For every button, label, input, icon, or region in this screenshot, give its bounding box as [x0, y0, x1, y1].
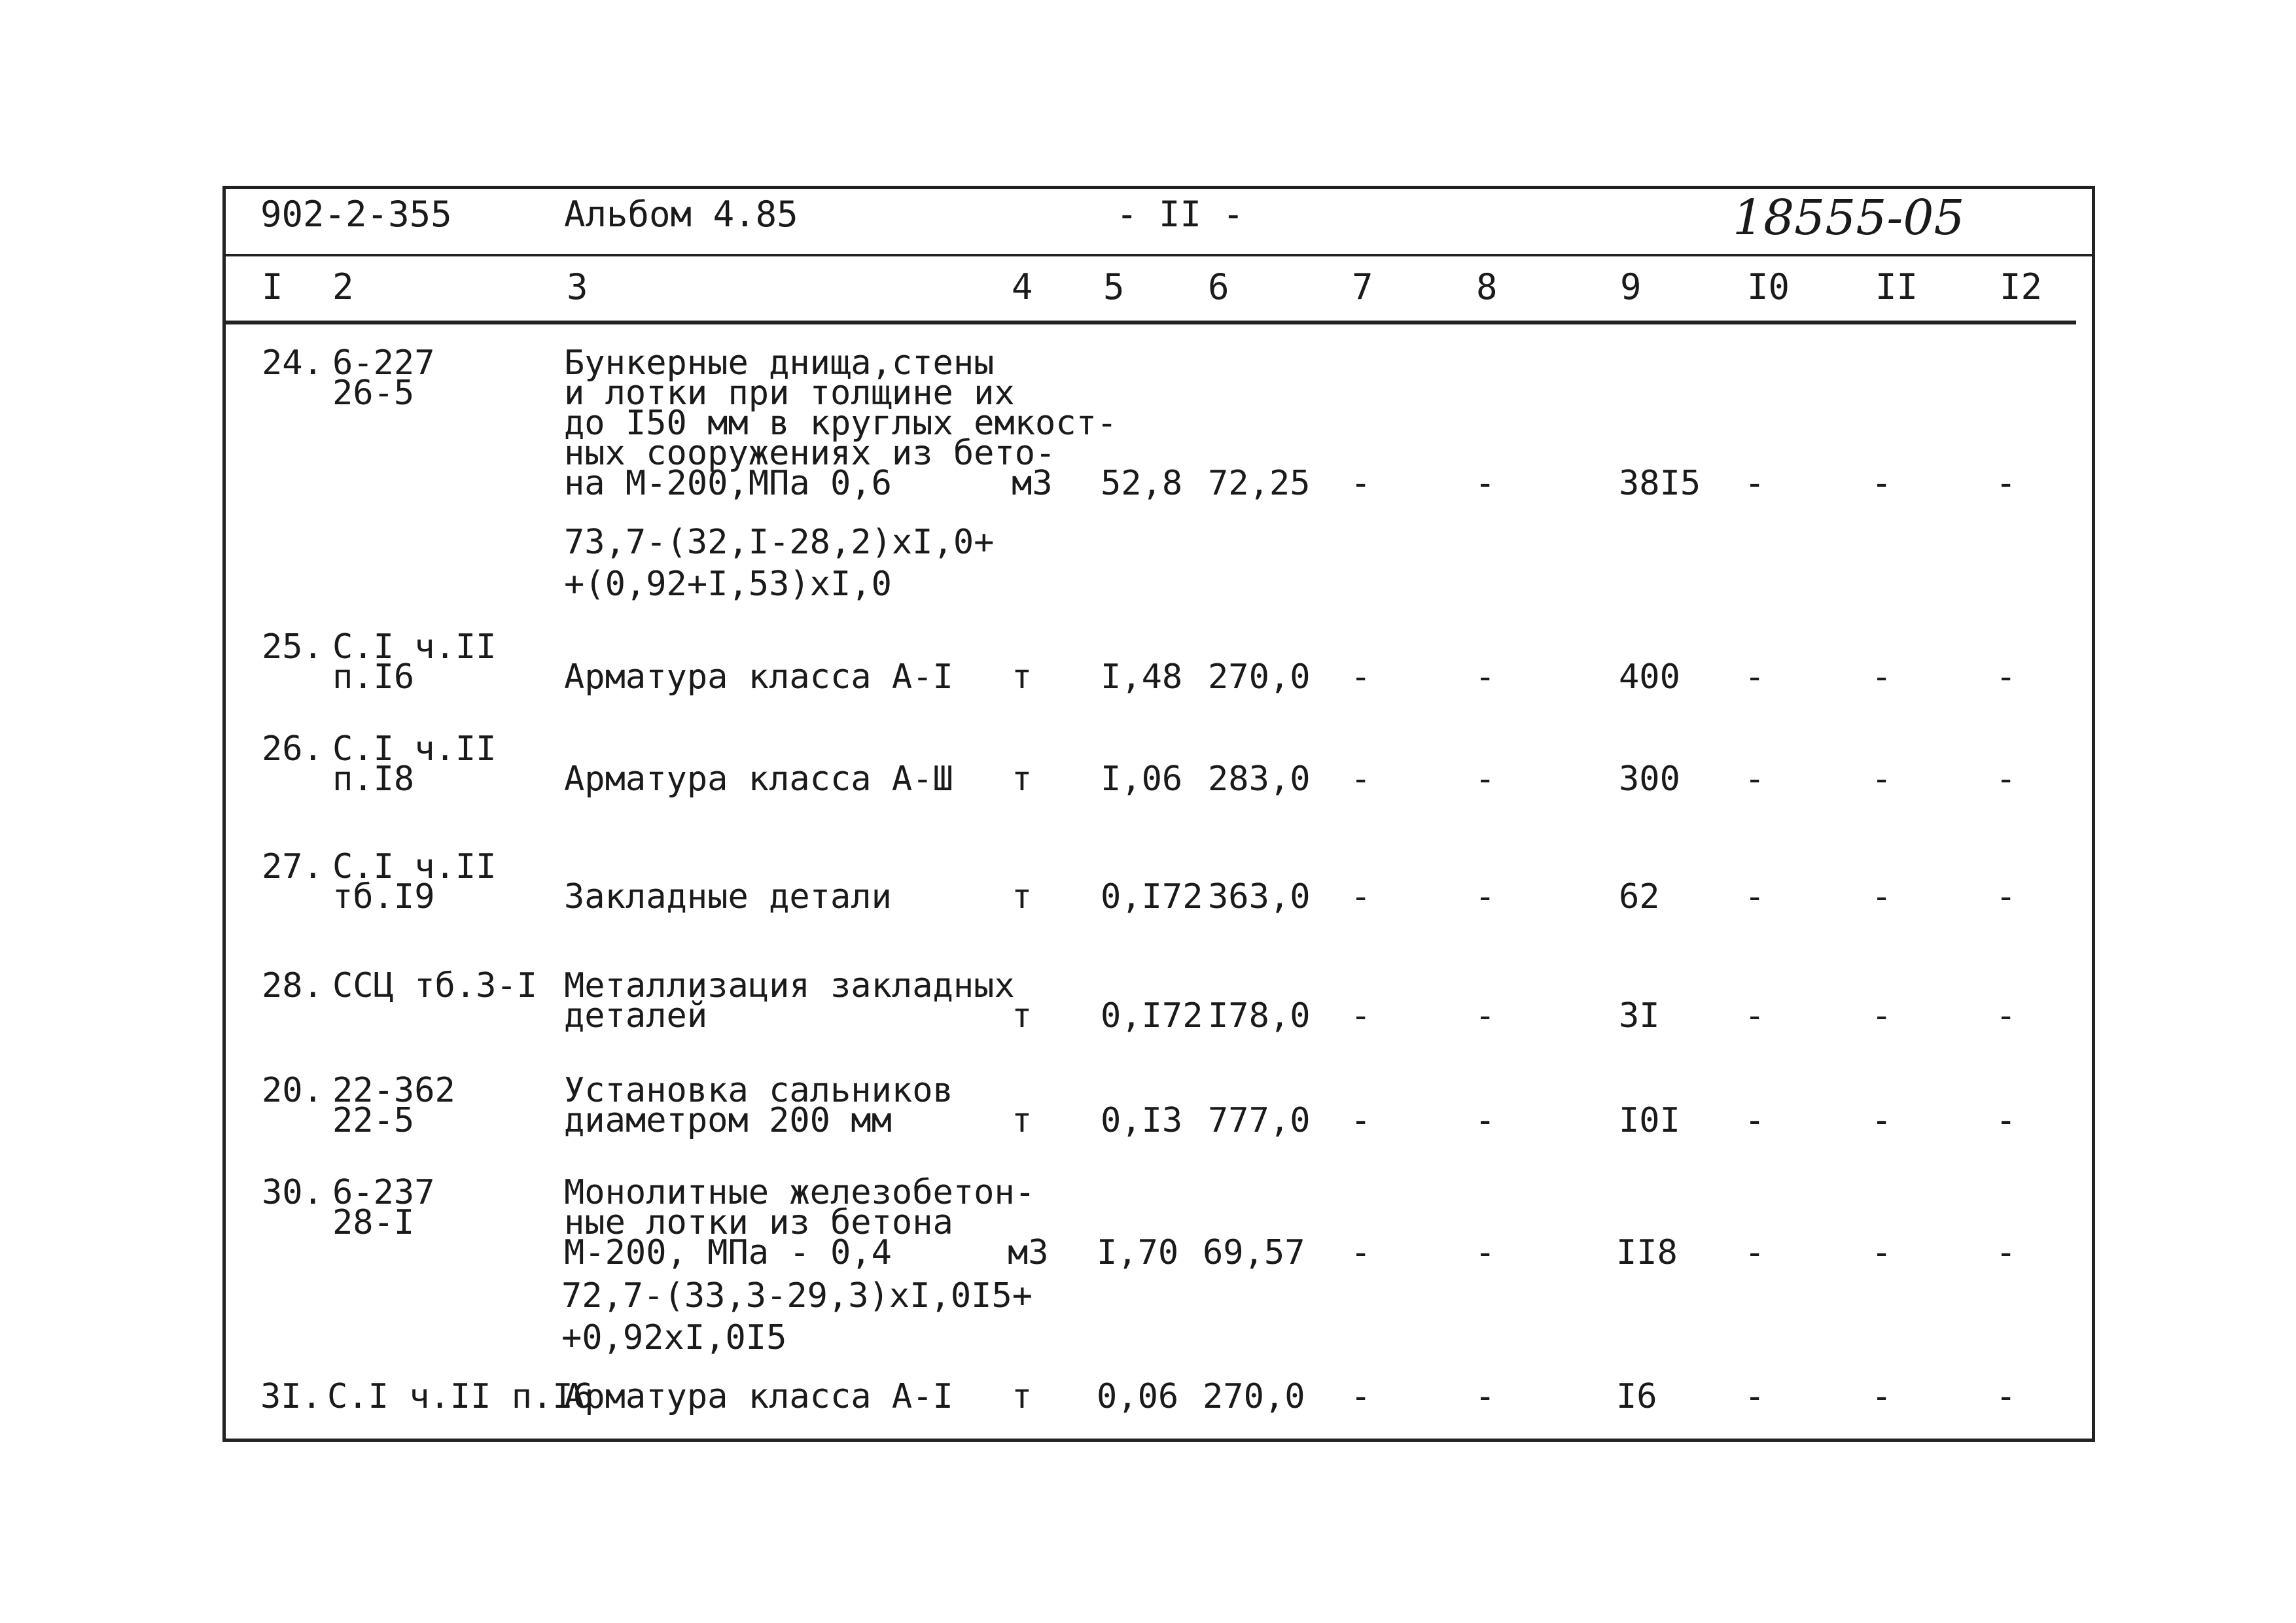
row-col9: I0I — [1619, 1101, 1680, 1140]
row-description: и лотки при толщине их — [564, 374, 1015, 413]
row-price: 69,57 — [1203, 1233, 1305, 1272]
row-price: 283,0 — [1208, 759, 1311, 799]
row-number: 24. — [262, 343, 323, 383]
row-description: ных сооружениях из бето- — [564, 434, 1056, 473]
row-reference: С.I ч.II — [332, 627, 497, 667]
row-description: ные лотки из бетона — [564, 1203, 953, 1242]
row-number: 27. — [262, 847, 323, 886]
row-quantity: I,70 — [1097, 1233, 1179, 1272]
row-col12: - — [1996, 759, 2017, 799]
row-description: Металлизация закладных — [564, 966, 1015, 1005]
col-header-3: 3 — [567, 266, 588, 307]
row-unit: т — [1012, 996, 1033, 1036]
row-col9: 3I — [1619, 996, 1660, 1036]
row-unit: м3 — [1008, 1233, 1049, 1272]
row-price: 270,0 — [1208, 657, 1311, 697]
row-col8: - — [1475, 759, 1496, 799]
col-header-2: 2 — [332, 266, 354, 307]
col-header-10: I0 — [1747, 266, 1790, 307]
col-header-5: 5 — [1103, 266, 1125, 307]
row-calculation: 73,7-(32,I-28,2)xI,0+ — [564, 523, 995, 562]
row-calculation: +(0,92+I,53)xI,0 — [564, 565, 892, 604]
row-reference: 22-5 — [332, 1101, 415, 1140]
row-calculation: +0,92xI,0I5 — [561, 1318, 787, 1357]
row-col11: - — [1871, 1377, 1892, 1416]
row-unit: т — [1012, 657, 1033, 697]
row-col9: I6 — [1616, 1377, 1657, 1416]
row-col9: 38I5 — [1619, 464, 1701, 503]
row-unit: м3 — [1012, 464, 1053, 503]
col-header-6: 6 — [1208, 266, 1229, 307]
row-col10: - — [1744, 759, 1765, 799]
row-number: 28. — [262, 966, 323, 1005]
row-quantity: 0,06 — [1097, 1377, 1179, 1416]
col-header-12: I2 — [2000, 266, 2043, 307]
row-unit: т — [1012, 759, 1033, 799]
row-reference: С.I ч.II п.I6 — [327, 1377, 593, 1416]
row-col12: - — [1996, 1233, 2017, 1272]
row-col12: - — [1996, 657, 2017, 697]
col-header-1: I — [262, 266, 283, 307]
row-col11: - — [1871, 1233, 1892, 1272]
row-col8: - — [1475, 1377, 1496, 1416]
col-header-8: 8 — [1476, 266, 1498, 307]
row-unit: т — [1012, 1377, 1033, 1416]
row-col10: - — [1744, 657, 1765, 697]
row-col7: - — [1351, 464, 1371, 503]
row-col9: II8 — [1616, 1233, 1678, 1272]
row-col7: - — [1351, 1233, 1371, 1272]
row-number: 20. — [262, 1071, 323, 1110]
document-code: 902-2-355 — [260, 194, 452, 235]
row-reference: тб.I9 — [332, 877, 435, 916]
row-col8: - — [1475, 877, 1496, 916]
row-description: Монолитные железобетон- — [564, 1173, 1036, 1212]
row-col10: - — [1744, 1377, 1765, 1416]
row-col8: - — [1475, 1101, 1496, 1140]
row-col11: - — [1871, 1101, 1892, 1140]
row-number: 30. — [262, 1173, 323, 1212]
row-col7: - — [1351, 657, 1371, 697]
row-col7: - — [1351, 759, 1371, 799]
row-col11: - — [1871, 877, 1892, 916]
row-description: деталей — [564, 996, 708, 1036]
row-number: 3I. — [260, 1377, 322, 1416]
row-reference: 6-237 — [332, 1173, 435, 1212]
row-quantity: I,48 — [1101, 657, 1183, 697]
row-col9: 400 — [1619, 657, 1680, 697]
row-reference: 28-I — [332, 1203, 415, 1242]
row-price: 270,0 — [1203, 1377, 1305, 1416]
row-reference: ССЦ тб.3-I — [332, 966, 538, 1005]
row-calculation: 72,7-(33,3-29,3)xI,0I5+ — [561, 1276, 1033, 1316]
row-price: 72,25 — [1208, 464, 1311, 503]
row-quantity: 0,I72 — [1101, 996, 1203, 1036]
row-description: до I50 мм в круглых емкост- — [564, 404, 1118, 443]
row-quantity: 0,I72 — [1101, 877, 1203, 916]
col-header-9: 9 — [1620, 266, 1642, 307]
row-description: Установка сальников — [564, 1071, 953, 1110]
handwritten-number: 18555-05 — [1733, 190, 1965, 246]
row-price: 363,0 — [1208, 877, 1311, 916]
row-description: Арматура класса А-I — [564, 657, 953, 697]
row-col12: - — [1996, 1101, 2017, 1140]
row-description: Арматура класса А-I — [564, 1377, 953, 1416]
row-col11: - — [1871, 657, 1892, 697]
row-reference: п.I6 — [332, 657, 415, 697]
album-label: Альбом 4.85 — [564, 194, 798, 235]
row-col12: - — [1996, 877, 2017, 916]
row-col12: - — [1996, 464, 2017, 503]
row-col11: - — [1871, 759, 1892, 799]
row-reference: 26-5 — [332, 374, 415, 413]
row-reference: п.I8 — [332, 759, 415, 799]
row-description: Арматура класса А-Ш — [564, 759, 953, 799]
row-unit: т — [1012, 1101, 1033, 1140]
row-price: 777,0 — [1208, 1101, 1311, 1140]
row-col9: 300 — [1619, 759, 1680, 799]
row-description: Бункерные днища,стены — [564, 343, 995, 383]
row-quantity: I,06 — [1101, 759, 1183, 799]
row-description: на М-200,МПа 0,6 — [564, 464, 892, 503]
row-number: 25. — [262, 627, 323, 667]
col-header-4: 4 — [1012, 266, 1033, 307]
row-quantity: 0,I3 — [1101, 1101, 1183, 1140]
col-header-7: 7 — [1352, 266, 1373, 307]
row-col7: - — [1351, 996, 1371, 1036]
row-col10: - — [1744, 464, 1765, 503]
row-reference: 22-362 — [332, 1071, 455, 1110]
column-header-divider — [226, 321, 2076, 324]
row-price: I78,0 — [1208, 996, 1311, 1036]
row-col11: - — [1871, 464, 1892, 503]
row-col8: - — [1475, 464, 1496, 503]
row-col7: - — [1351, 1377, 1371, 1416]
row-col10: - — [1744, 877, 1765, 916]
row-reference: 6-227 — [332, 343, 435, 383]
row-col8: - — [1475, 1233, 1496, 1272]
row-unit: т — [1012, 877, 1033, 916]
row-description: Закладные детали — [564, 877, 892, 916]
row-col12: - — [1996, 1377, 2017, 1416]
row-col11: - — [1871, 996, 1892, 1036]
row-col10: - — [1744, 1233, 1765, 1272]
row-description: М-200, МПа - 0,4 — [564, 1233, 892, 1272]
col-header-11: II — [1875, 266, 1918, 307]
row-quantity: 52,8 — [1101, 464, 1183, 503]
header-divider — [226, 254, 2092, 256]
row-col9: 62 — [1619, 877, 1660, 916]
row-col7: - — [1351, 877, 1371, 916]
page-number: - II - — [1116, 194, 1245, 235]
row-reference: С.I ч.II — [332, 729, 497, 769]
row-col8: - — [1475, 996, 1496, 1036]
row-col7: - — [1351, 1101, 1371, 1140]
row-col8: - — [1475, 657, 1496, 697]
row-col10: - — [1744, 1101, 1765, 1140]
row-col12: - — [1996, 996, 2017, 1036]
row-col10: - — [1744, 996, 1765, 1036]
row-description: диаметром 200 мм — [564, 1101, 892, 1140]
row-number: 26. — [262, 729, 323, 769]
row-reference: С.I ч.II — [332, 847, 497, 886]
